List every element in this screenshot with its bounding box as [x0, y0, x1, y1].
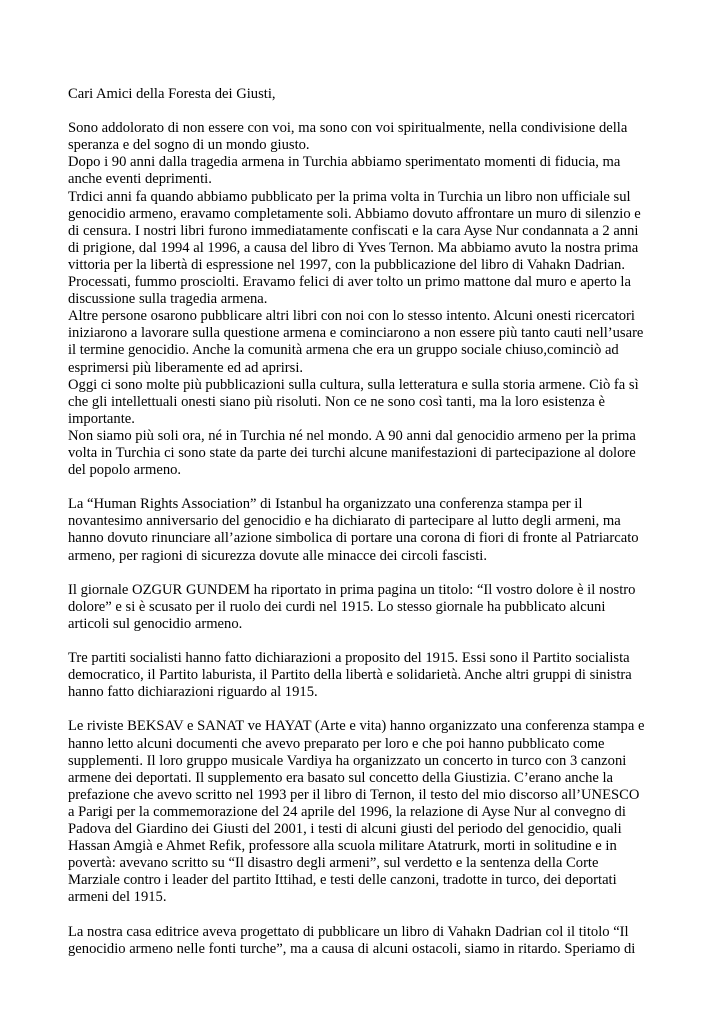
paragraph-ninety-years: Dopo i 90 anni dalla tragedia armena in Turchia abbiamo sperimentato momenti di fiducia, ma anche eventi deprimenti.: [68, 154, 621, 188]
paragraph-socialist-parties: Tre partiti socialisti hanno fatto dichiarazioni a proposito del 1915. Essi sono il Partito socialista democratico, il Partito laburista, il Partito della libertà e solidarietà. Anche altri gruppi di sinistra hanno fatto dichiarazioni riguardo al 1915.: [68, 650, 632, 701]
opening-section: [68, 120, 648, 479]
paragraph-publications-today: Oggi ci sono molte più pubblicazioni sulla cultura, sulla letteratura e sulla storia armene. Ciò fa sì che gli intellettuali onesti siano più risoluti. Non ce ne sono così tanti, ma la loro esistenza è importante.: [68, 376, 639, 427]
parties-section: [68, 650, 648, 701]
paragraph-publishing-house: La nostra casa editrice aveva progettato di pubblicare un libro di Vahakn Dadrian col il titolo “Il genocidio armeno nelle fonti turche”, ma a causa di alcuni ostacoli, siamo in ritardo. Speriamo di: [68, 923, 636, 957]
letter-body: [68, 86, 648, 975]
paragraph-sorrow: Sono addolorato di non essere con voi, ma sono con voi spiritualmente, nella condivisione della speranza e del sogno di un mondo giusto.: [68, 120, 628, 154]
salutation: Cari Amici della Foresta dei Giusti,: [68, 86, 276, 102]
publisher-section: [68, 924, 648, 958]
paragraph-thirteen-years: Trdici anni fa quando abbiamo pubblicato per la prima volta in Turchia un libro non ufficiale sul genocidio armeno, eravamo completamente soli. Abbiamo dovuto affrontare un muro di silenzio e di censura. I nostri libri furono immediatamente confiscati e la cara Ayse Nur condannata a 2 anni di prigione, dal 1994 al 1996, a causa del libro di Yves Ternon. Ma abbiamo avuto la nostra prima vittoria per la libertà di espressione nel 1997, con la pubblicazione del libro di Vahakn Dadrian. Processati, fummo prosciolti. Eravamo felici di aver tolto un primo mattone dal muro e aperto la discussione sulla tragedia armena.: [68, 188, 641, 308]
paragraph-human-rights-association: La “Human Rights Association” di Istanbul ha organizzato una conferenza stampa per il novantesimo anniversario del genocidio e ha dichiarato di partecipare al lutto degli armeni, ma hanno dovuto rinunciare all’azione simbolica di portare una corona di fiori di fronte al Patriarcato armeno, per ragioni di sicurezza dovute alle minacce dei circoli fascisti.: [68, 496, 639, 564]
hra-section: [68, 496, 648, 564]
paragraph-not-alone: Non siamo più soli ora, né in Turchia né nel mondo. A 90 anni dal genocidio armeno per la prima volta in Turchia ci sono state da parte dei turchi alcune manifestazioni di partecipazione al dolore del popolo armeno.: [68, 427, 636, 479]
ozgur-section: [68, 582, 648, 633]
paragraph-magazines: Le riviste BEKSAV e SANAT ve HAYAT (Arte e vita) hanno organizzato una conferenza stampa e hanno letto alcuni documenti che avevo preparato per loro e che poi hanno pubblicato come supplementi. Il loro gruppo musicale Vardiya ha organizzato un concerto in turco con 3 canzoni armene dei deportati. Il supplemento era basato sul concetto della Giustizia. C’erano anche la prefazione che avevo scritto nel 1993 per il libro di Ternon, il testo del mio discorso all’UNESCO a Parigi per la commemorazione del 24 aprile del 1996, la relazione di Ayse Nur al convegno di Padova del Giardino dei Giusti del 2001, i testi di alcuni giusti del periodo del genocidio, quali Hassan Amgià e Ahmet Refik, professore alla scuola militare Atatrurk, morti in solitudine e in povertà: avevano scritto su “Il disastro degli armeni”, sul verdetto e la sentenza della Corte Marziale contro i leader del partito Ittihad, e testi delle canzoni, tradotte in turco, dei deportati armeni del 1915.: [68, 718, 645, 906]
magazines-section: [68, 718, 648, 906]
paragraph-ozgur-gundem: Il giornale OZGUR GUNDEM ha riportato in prima pagina un titolo: “Il vostro dolore è il nostro dolore” e si è scusato per il ruolo dei curdi nel 1915. Lo stesso giornale ha pubblicato alcuni articoli sul genocidio armeno.: [68, 581, 636, 632]
paragraph-other-publishers: Altre persone osarono pubblicare altri libri con noi con lo stesso intento. Alcuni onesti ricercatori iniziarono a lavorare sulla questione armena e cominciarono a non essere più tanto cauti nell’usare il termine genocidio. Anche la comunità armena che era un gruppo sociale chiuso,cominciò ad esprimersi più liberamente ed ad aprirsi.: [68, 308, 644, 376]
salutation-block: [68, 86, 648, 103]
